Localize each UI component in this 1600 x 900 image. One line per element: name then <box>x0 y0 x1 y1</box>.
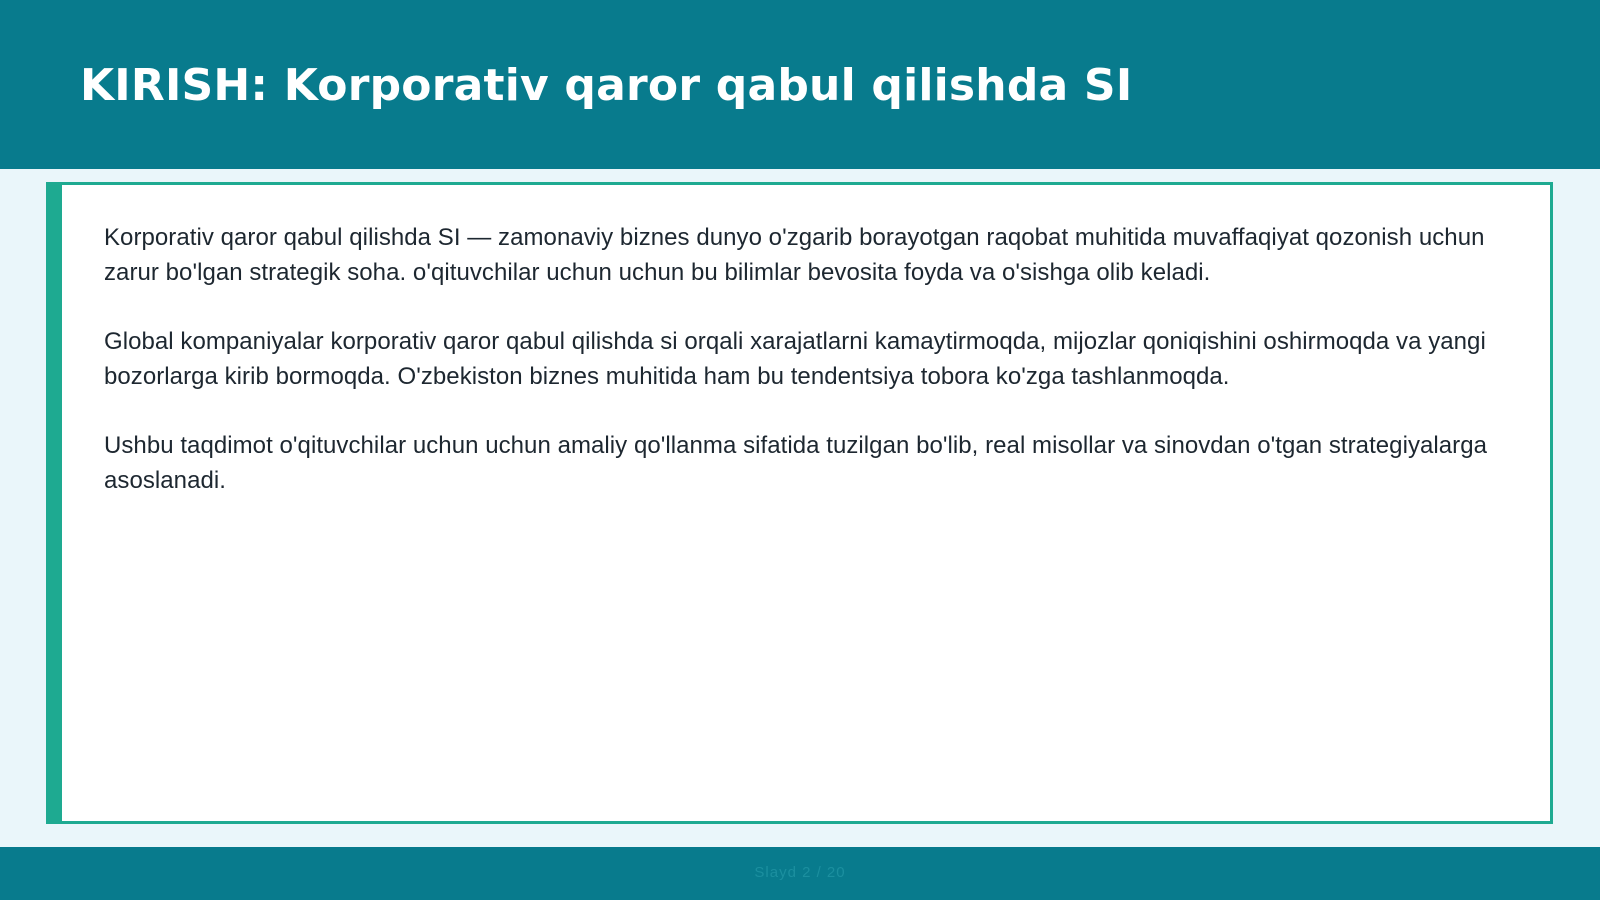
intro-paragraph: Korporativ qaror qabul qilishda SI — zamonaviy biznes dunyo o'zgarib borayotgan raqobat muhitida muvaffaqiyat qozonish uchun zarur bo'lgan strategik soha. o'qituvchilar uchun uchun bu bilimlar bevosita foyda va o'sishga olib keladi. <box>104 224 1485 286</box>
slide-number: Slayd 2 / 20 <box>754 864 846 881</box>
global-companies-paragraph: Global kompaniyalar korporativ qaror qabul qilishda si orqali xarajatlarni kamaytirmoqda, mijozlar qoniqishini oshirmoqda va yangi bozorlarga kirib bormoqda. O'zbekiston biznes muhitida ham bu tendentsiya tobora ko'zga tashlanmoqda. <box>104 328 1486 390</box>
content-card <box>46 182 1553 824</box>
slide-header-bar <box>0 0 1600 169</box>
presentation-purpose-paragraph: Ushbu taqdimot o'qituvchilar uchun uchun amaliy qo'llanma sifatida tuzilgan bo'lib, real misollar va sinovdan o'tgan strategiyalarga asoslanadi. <box>104 432 1488 494</box>
content-text-area <box>104 220 1514 532</box>
slide-title: KIRISH: Korporativ qaror qabul qilishda SI <box>80 60 1133 111</box>
slide-footer-bar <box>0 847 1600 900</box>
